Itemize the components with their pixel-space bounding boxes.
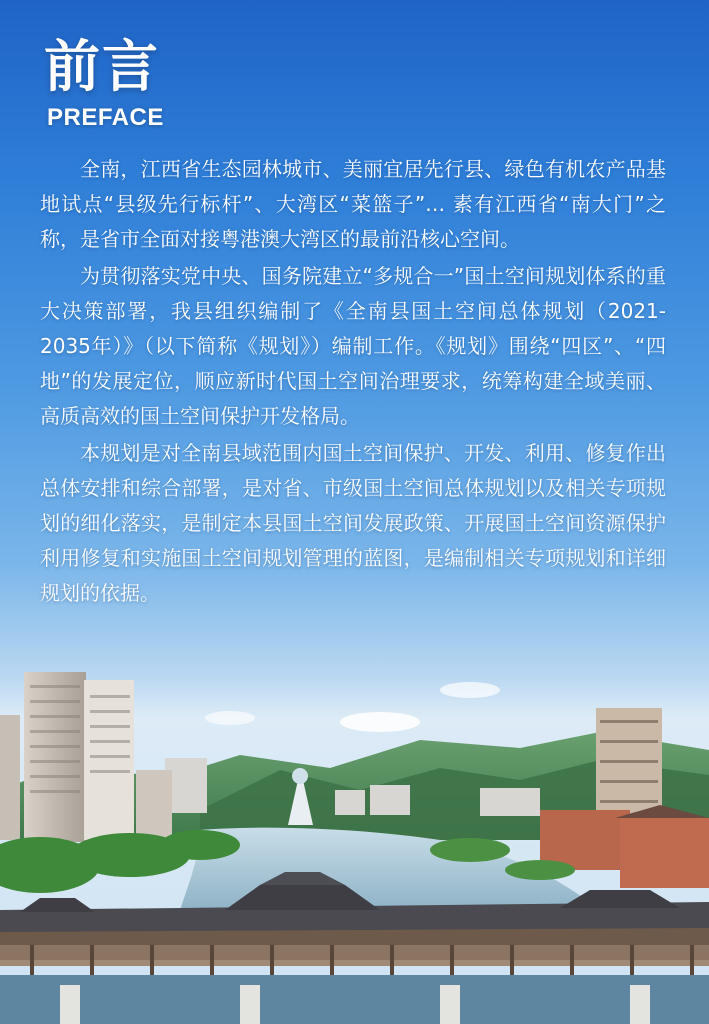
cloud [340,712,420,732]
lower-water [0,975,709,1024]
page-title: 前言 [44,35,160,100]
cloud [440,682,500,698]
paragraph-2: 为贯彻落实党中央、国务院建立“多规合一”国土空间规划体系的重大决策部署，我县组织编制了《全南县国土空间总体规划（2021-2035年）》（以下简称《规划》）编制工作。《规划》围绕“四区”、“四地”的发展定位，顺应新时代国土空间治理要求，统筹构建全域美丽、高质高效的国土空间保护开发格局。 [40,264,666,428]
paragraph-1: 全南，江西省生态园林城市、美丽宜居先行县、绿色有机农产品基地试点“县级先行标杆”、大湾区“菜篮子”… 素有江西省“南大门”之称，是省市全面对接粤港澳大湾区的最前沿核心空间。 [40,157,666,251]
paragraph-3: 本规划是对全南县域范围内国土空间保护、开发、利用、修复作出总体安排和综合部署，是对省、市级国土空间总体规划以及相关专项规划的细化落实，是制定本县国土空间发展政策、开展国土空间资源保护利用修复和实施国土空间规划管理的蓝图，是编制相关专项规划和详细规划的依据。 [40,441,666,605]
preface-body [40,152,666,613]
page-subtitle: PREFACE [47,104,164,131]
cloud [205,711,255,725]
left-highrises [0,672,172,842]
city-landscape-photo [0,640,709,1024]
